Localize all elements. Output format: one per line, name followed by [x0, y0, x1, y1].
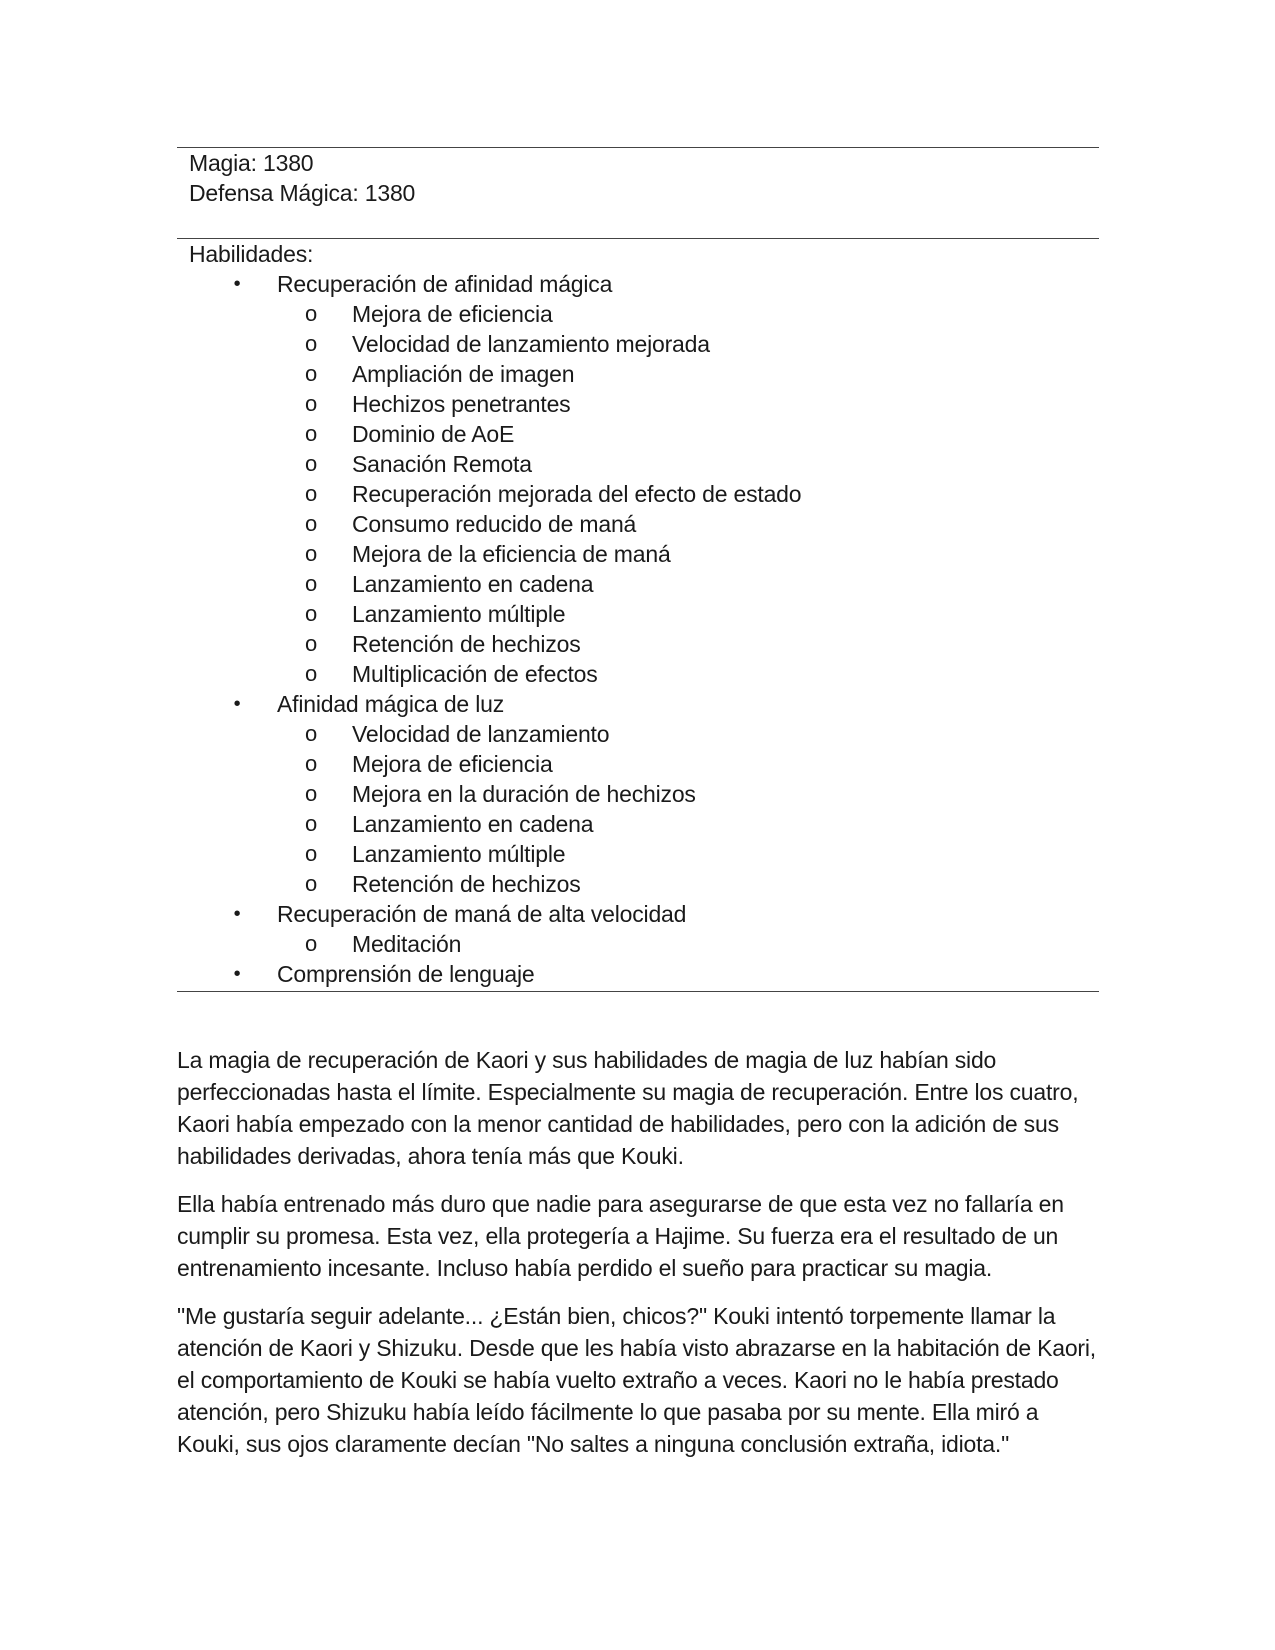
sub-skill-label: Consumo reducido de maná [352, 511, 637, 537]
sub-skill-item [189, 299, 1099, 329]
circle-bullet-icon: o [304, 751, 318, 776]
skills-list [189, 269, 1099, 989]
stat-magia: Magia: 1380 [189, 150, 314, 176]
bullet-icon: • [233, 903, 241, 925]
bullet-icon: • [233, 693, 241, 715]
sub-skill-label: Recuperación mejorada del efecto de estado [352, 481, 802, 507]
sub-skill-label: Mejora en la duración de hechizos [352, 781, 696, 807]
sub-skill-item [189, 869, 1099, 899]
sub-skill-label: Dominio de AoE [352, 421, 515, 447]
skill-label: Recuperación de maná de alta velocidad [277, 901, 687, 927]
table-bottom-rule [177, 991, 1099, 992]
circle-bullet-icon: o [304, 511, 318, 536]
sub-skill-label: Ampliación de imagen [352, 361, 575, 387]
sub-skill-label: Multiplicación de efectos [352, 661, 598, 687]
skills-cell [177, 239, 1099, 989]
sub-skill-item [189, 569, 1099, 599]
sub-skill-item [189, 749, 1099, 779]
circle-bullet-icon: o [304, 331, 318, 356]
circle-bullet-icon: o [304, 481, 318, 506]
skill-item [189, 899, 1099, 929]
character-stat-table [177, 147, 1099, 992]
skill-item [189, 269, 1099, 299]
circle-bullet-icon: o [304, 631, 318, 656]
circle-bullet-icon: o [304, 931, 318, 956]
circle-bullet-icon: o [304, 781, 318, 806]
circle-bullet-icon: o [304, 871, 318, 896]
circle-bullet-icon: o [304, 391, 318, 416]
sub-skill-label: Lanzamiento múltiple [352, 601, 566, 627]
sub-skill-label: Lanzamiento múltiple [352, 841, 566, 867]
sub-skill-item [189, 509, 1099, 539]
sub-skill-label: Mejora de la eficiencia de maná [352, 541, 671, 567]
sub-skill-item [189, 629, 1099, 659]
stat-defensa-magica: Defensa Mágica: 1380 [189, 180, 416, 206]
sub-skill-item [189, 659, 1099, 689]
sub-skill-item [189, 329, 1099, 359]
skill-label: Afinidad mágica de luz [277, 691, 505, 717]
circle-bullet-icon: o [304, 601, 318, 626]
paragraph: Ella había entrenado más duro que nadie para asegurarse de que esta vez no fallaría en cumplir su promesa. Esta vez, ella protegería a Hajime. Su fuerza era el resultado de un entrenamiento incesante. Incluso había perdido el sueño para practicar su magia. [177, 1191, 1064, 1281]
bullet-icon: • [233, 273, 241, 295]
prose-body [177, 1044, 1107, 1476]
circle-bullet-icon: o [304, 661, 318, 686]
sub-skill-label: Lanzamiento en cadena [352, 571, 594, 597]
skills-heading: Habilidades: [189, 241, 314, 267]
sub-skill-item [189, 929, 1099, 959]
circle-bullet-icon: o [304, 451, 318, 476]
circle-bullet-icon: o [304, 841, 318, 866]
sub-skill-label: Retención de hechizos [352, 631, 581, 657]
circle-bullet-icon: o [304, 421, 318, 446]
sub-skill-label: Hechizos penetrantes [352, 391, 571, 417]
sub-skill-label: Retención de hechizos [352, 871, 581, 897]
sub-skill-item [189, 539, 1099, 569]
sub-skill-item [189, 599, 1099, 629]
sub-skill-label: Sanación Remota [352, 451, 532, 477]
paragraph: La magia de recuperación de Kaori y sus habilidades de magia de luz habían sido perfeccionadas hasta el límite. Especialmente su magia de recuperación. Entre los cuatro, Kaori había empezado con la menor cantidad de habilidades, pero con la adición de sus habilidades derivadas, ahora tenía más que Kouki. [177, 1047, 1079, 1169]
skill-item [189, 959, 1099, 989]
skill-label: Recuperación de afinidad mágica [277, 271, 613, 297]
sub-skill-item [189, 389, 1099, 419]
circle-bullet-icon: o [304, 361, 318, 386]
sub-skill-label: Mejora de eficiencia [352, 301, 553, 327]
sub-skill-label: Lanzamiento en cadena [352, 811, 594, 837]
circle-bullet-icon: o [304, 571, 318, 596]
sub-skill-item [189, 449, 1099, 479]
sub-skill-item [189, 839, 1099, 869]
sub-skill-label: Velocidad de lanzamiento [352, 721, 610, 747]
sub-skill-item [189, 779, 1099, 809]
sub-skill-label: Meditación [352, 931, 462, 957]
circle-bullet-icon: o [304, 541, 318, 566]
bullet-icon: • [233, 963, 241, 985]
sub-skill-item [189, 359, 1099, 389]
sub-skill-item [189, 719, 1099, 749]
circle-bullet-icon: o [304, 721, 318, 746]
skill-item [189, 689, 1099, 719]
stats-cell [177, 148, 1099, 238]
sub-skill-item [189, 419, 1099, 449]
circle-bullet-icon: o [304, 301, 318, 326]
sub-skill-label: Mejora de eficiencia [352, 751, 553, 777]
paragraph: "Me gustaría seguir adelante... ¿Están bien, chicos?" Kouki intentó torpemente llamar la atención de Kaori y Shizuku. Desde que les había visto abrazarse en la habitación de Kaori, el comportamiento de Kouki se había vuelto extraño a veces. Kaori no le había prestado atención, pero Shizuku había leído fácilmente lo que pasaba por su mente. Ella miró a Kouki, sus ojos claramente decían "No saltes a ninguna conclusión extraña, idiota." [177, 1303, 1096, 1457]
sub-skill-item [189, 809, 1099, 839]
circle-bullet-icon: o [304, 811, 318, 836]
sub-skill-item [189, 479, 1099, 509]
sub-skill-label: Velocidad de lanzamiento mejorada [352, 331, 710, 357]
skill-label: Comprensión de lenguaje [277, 961, 535, 987]
